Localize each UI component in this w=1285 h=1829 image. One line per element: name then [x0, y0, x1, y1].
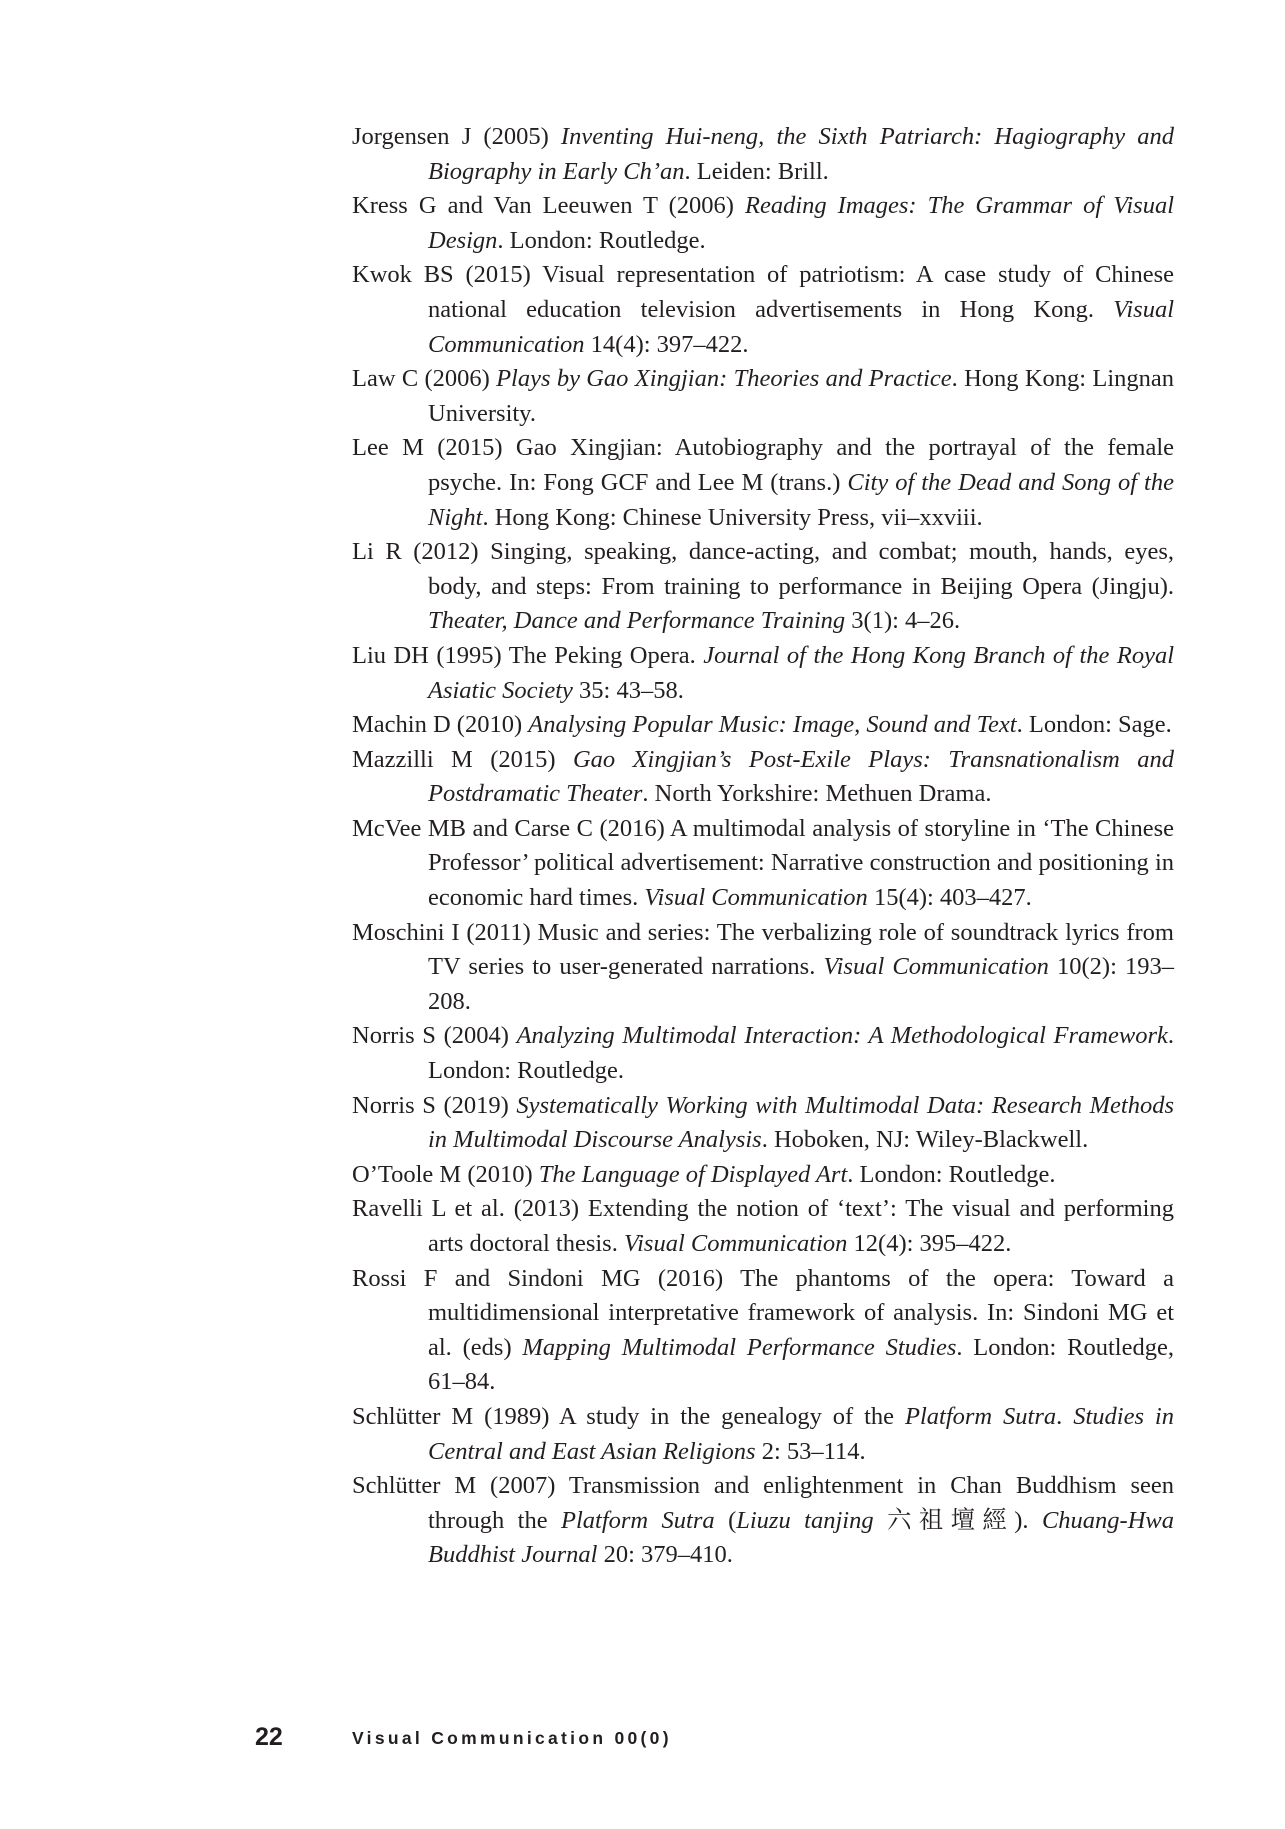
reference-italic-title: Visual Communication	[623, 1230, 848, 1257]
reference-italic-title: Visual Communication	[428, 295, 1174, 358]
reference-text: Schlütter M (1989) A study in the genealogy of the	[352, 1402, 905, 1430]
reference-entry	[352, 120, 1174, 189]
reference-entry	[352, 1469, 1174, 1573]
reference-text: Machin D (2010)	[352, 711, 529, 739]
reference-entry	[352, 1400, 1174, 1469]
reference-italic-title: Reading Images: The Grammar of Visual Design	[428, 192, 1174, 254]
page-number: 22	[255, 1723, 283, 1751]
page-footer	[0, 1722, 1285, 1762]
reference-italic-title: Mapping Multimodal Performance Studies	[522, 1333, 957, 1361]
reference-italic-title: Journal of the Hong Kong Branch of the Royal Asiatic Society	[428, 641, 1174, 704]
reference-italic-title: Inventing Hui-neng, the Sixth Patriarch: Hagiography and Biography in Early Ch’an	[428, 123, 1175, 185]
reference-entry	[352, 1262, 1174, 1400]
reference-text: . London: Routledge.	[428, 1022, 1174, 1085]
reference-text: (	[714, 1506, 737, 1534]
reference-text: Lee M (2015) Gao Xingjian: Autobiography and the portrayal of the female psyche. In: Fong GCF and Lee M (trans.)	[352, 434, 1174, 496]
reference-text: 15(4): 403–427.	[867, 884, 1032, 912]
reference-italic-title: Analysing Popular Music: Image, Sound and Text	[528, 711, 1017, 739]
reference-entry	[352, 916, 1174, 1020]
reference-entry	[352, 535, 1174, 639]
reference-text: . London: Routledge.	[497, 226, 706, 254]
reference-entry	[352, 189, 1174, 258]
reference-text: 12(4): 395–422.	[847, 1230, 1012, 1257]
reference-entry	[352, 258, 1174, 362]
reference-entry	[352, 1158, 1174, 1193]
reference-text: Kwok BS (2015) Visual representation of patriotism: A case study of Chinese national education television advertisements in Hong Kong.	[352, 261, 1174, 323]
reference-text: .	[1056, 1402, 1074, 1430]
reference-text: Moschini I (2011) Music and series: The verbalizing role of soundtrack lyrics from TV series to user-generated narrations.	[352, 918, 1174, 981]
reference-text: 3(1): 4–26.	[845, 607, 961, 635]
reference-text: McVee MB and Carse C (2016) A multimodal analysis of storyline in ‘The Chinese Professor’ political advertisement: Narrative construction and positioning in economic hard times.	[352, 814, 1174, 912]
reference-text: 2: 53–114.	[755, 1437, 866, 1465]
reference-text: . London: Routledge, 61–84.	[428, 1333, 1174, 1396]
reference-italic-title: Plays by Gao Xingjian: Theories and Practice	[496, 365, 952, 393]
reference-italic-title: Gao Xingjian’s Post-Exile Plays: Transnationalism and Postdramatic Theater	[428, 745, 1175, 808]
reference-entry	[352, 431, 1174, 535]
reference-list	[352, 120, 1174, 1573]
reference-text: Law C (2006)	[352, 365, 497, 393]
reference-entry	[352, 1192, 1174, 1261]
reference-text: Norris S (2004)	[352, 1022, 517, 1050]
reference-entry	[352, 743, 1174, 812]
reference-italic-title: City of the Dead and Song of the Night	[428, 468, 1174, 531]
reference-italic-title: Studies in Central and East Asian Religions	[428, 1402, 1174, 1465]
reference-text: . Leiden: Brill.	[684, 157, 829, 185]
journal-running-head: Visual Communication 00(0)	[352, 1728, 672, 1748]
reference-text: 20: 379–410.	[597, 1541, 733, 1569]
reference-italic-title: Visual Communication	[823, 953, 1049, 981]
reference-entry	[352, 1019, 1174, 1088]
reference-entry	[352, 362, 1174, 431]
reference-text: Mazzilli M (2015)	[352, 745, 573, 773]
reference-text: Liu DH (1995) The Peking Opera.	[352, 641, 704, 669]
reference-text: O’Toole M (2010)	[352, 1160, 539, 1188]
reference-entry	[352, 639, 1174, 708]
reference-text: Li R (2012) Singing, speaking, dance-acting, and combat; mouth, hands, eyes, body, and steps: From training to performance in Beijing Opera (Jingju).	[352, 538, 1174, 600]
reference-text: . Hong Kong: Lingnan University.	[428, 365, 1175, 427]
reference-italic-title: Systematically Working with Multimodal Data: Research Methods in Multimodal Discourse Analysis	[428, 1091, 1175, 1154]
reference-italic-title: Chuang-Hwa Buddhist Journal	[428, 1506, 1174, 1569]
reference-text: . Hong Kong: Chinese University Press, vii–xxviii.	[482, 503, 983, 531]
reference-text: 六祖壇經).	[873, 1506, 1042, 1534]
reference-entry	[352, 812, 1174, 916]
reference-italic-title: Theater, Dance and Performance Training	[428, 607, 846, 635]
reference-italic-title: Analyzing Multimodal Interaction: A Methodological Framework	[516, 1022, 1168, 1050]
reference-text: Kress G and Van Leeuwen T (2006)	[352, 192, 745, 220]
reference-text: . London: Sage.	[1016, 711, 1172, 739]
reference-entry	[352, 708, 1174, 743]
reference-italic-title: The Language of Displayed Art	[538, 1160, 848, 1188]
reference-text: Norris S (2019)	[352, 1091, 517, 1119]
reference-text: . London: Routledge.	[847, 1160, 1056, 1188]
reference-text: Rossi F and Sindoni MG (2016) The phantoms of the opera: Toward a multidimensional interpretative framework of analysis. In: Sindoni MG et al. (eds)	[352, 1264, 1174, 1361]
reference-text: . North Yorkshire: Methuen Drama.	[642, 780, 992, 808]
reference-italic-title: Visual Communication	[644, 884, 868, 912]
reference-text: Jorgensen J (2005)	[352, 123, 561, 150]
reference-text: Schlütter M (2007) Transmission and enlightenment in Chan Buddhism seen through the	[352, 1472, 1174, 1534]
reference-text: Ravelli L et al. (2013) Extending the notion of ‘text’: The visual and performing arts doctoral thesis.	[352, 1195, 1174, 1257]
reference-text: 10(2): 193–208.	[428, 953, 1175, 1015]
reference-entry	[352, 1089, 1174, 1158]
reference-text: . Hoboken, NJ: Wiley-Blackwell.	[761, 1126, 1089, 1154]
reference-italic-title: Liuzu tanjing	[736, 1506, 874, 1534]
reference-italic-title: Platform Sutra	[561, 1506, 715, 1534]
reference-text: 35: 43–58.	[572, 676, 684, 704]
reference-italic-title: Platform Sutra	[905, 1402, 1057, 1430]
reference-text: 14(4): 397–422.	[584, 330, 749, 358]
